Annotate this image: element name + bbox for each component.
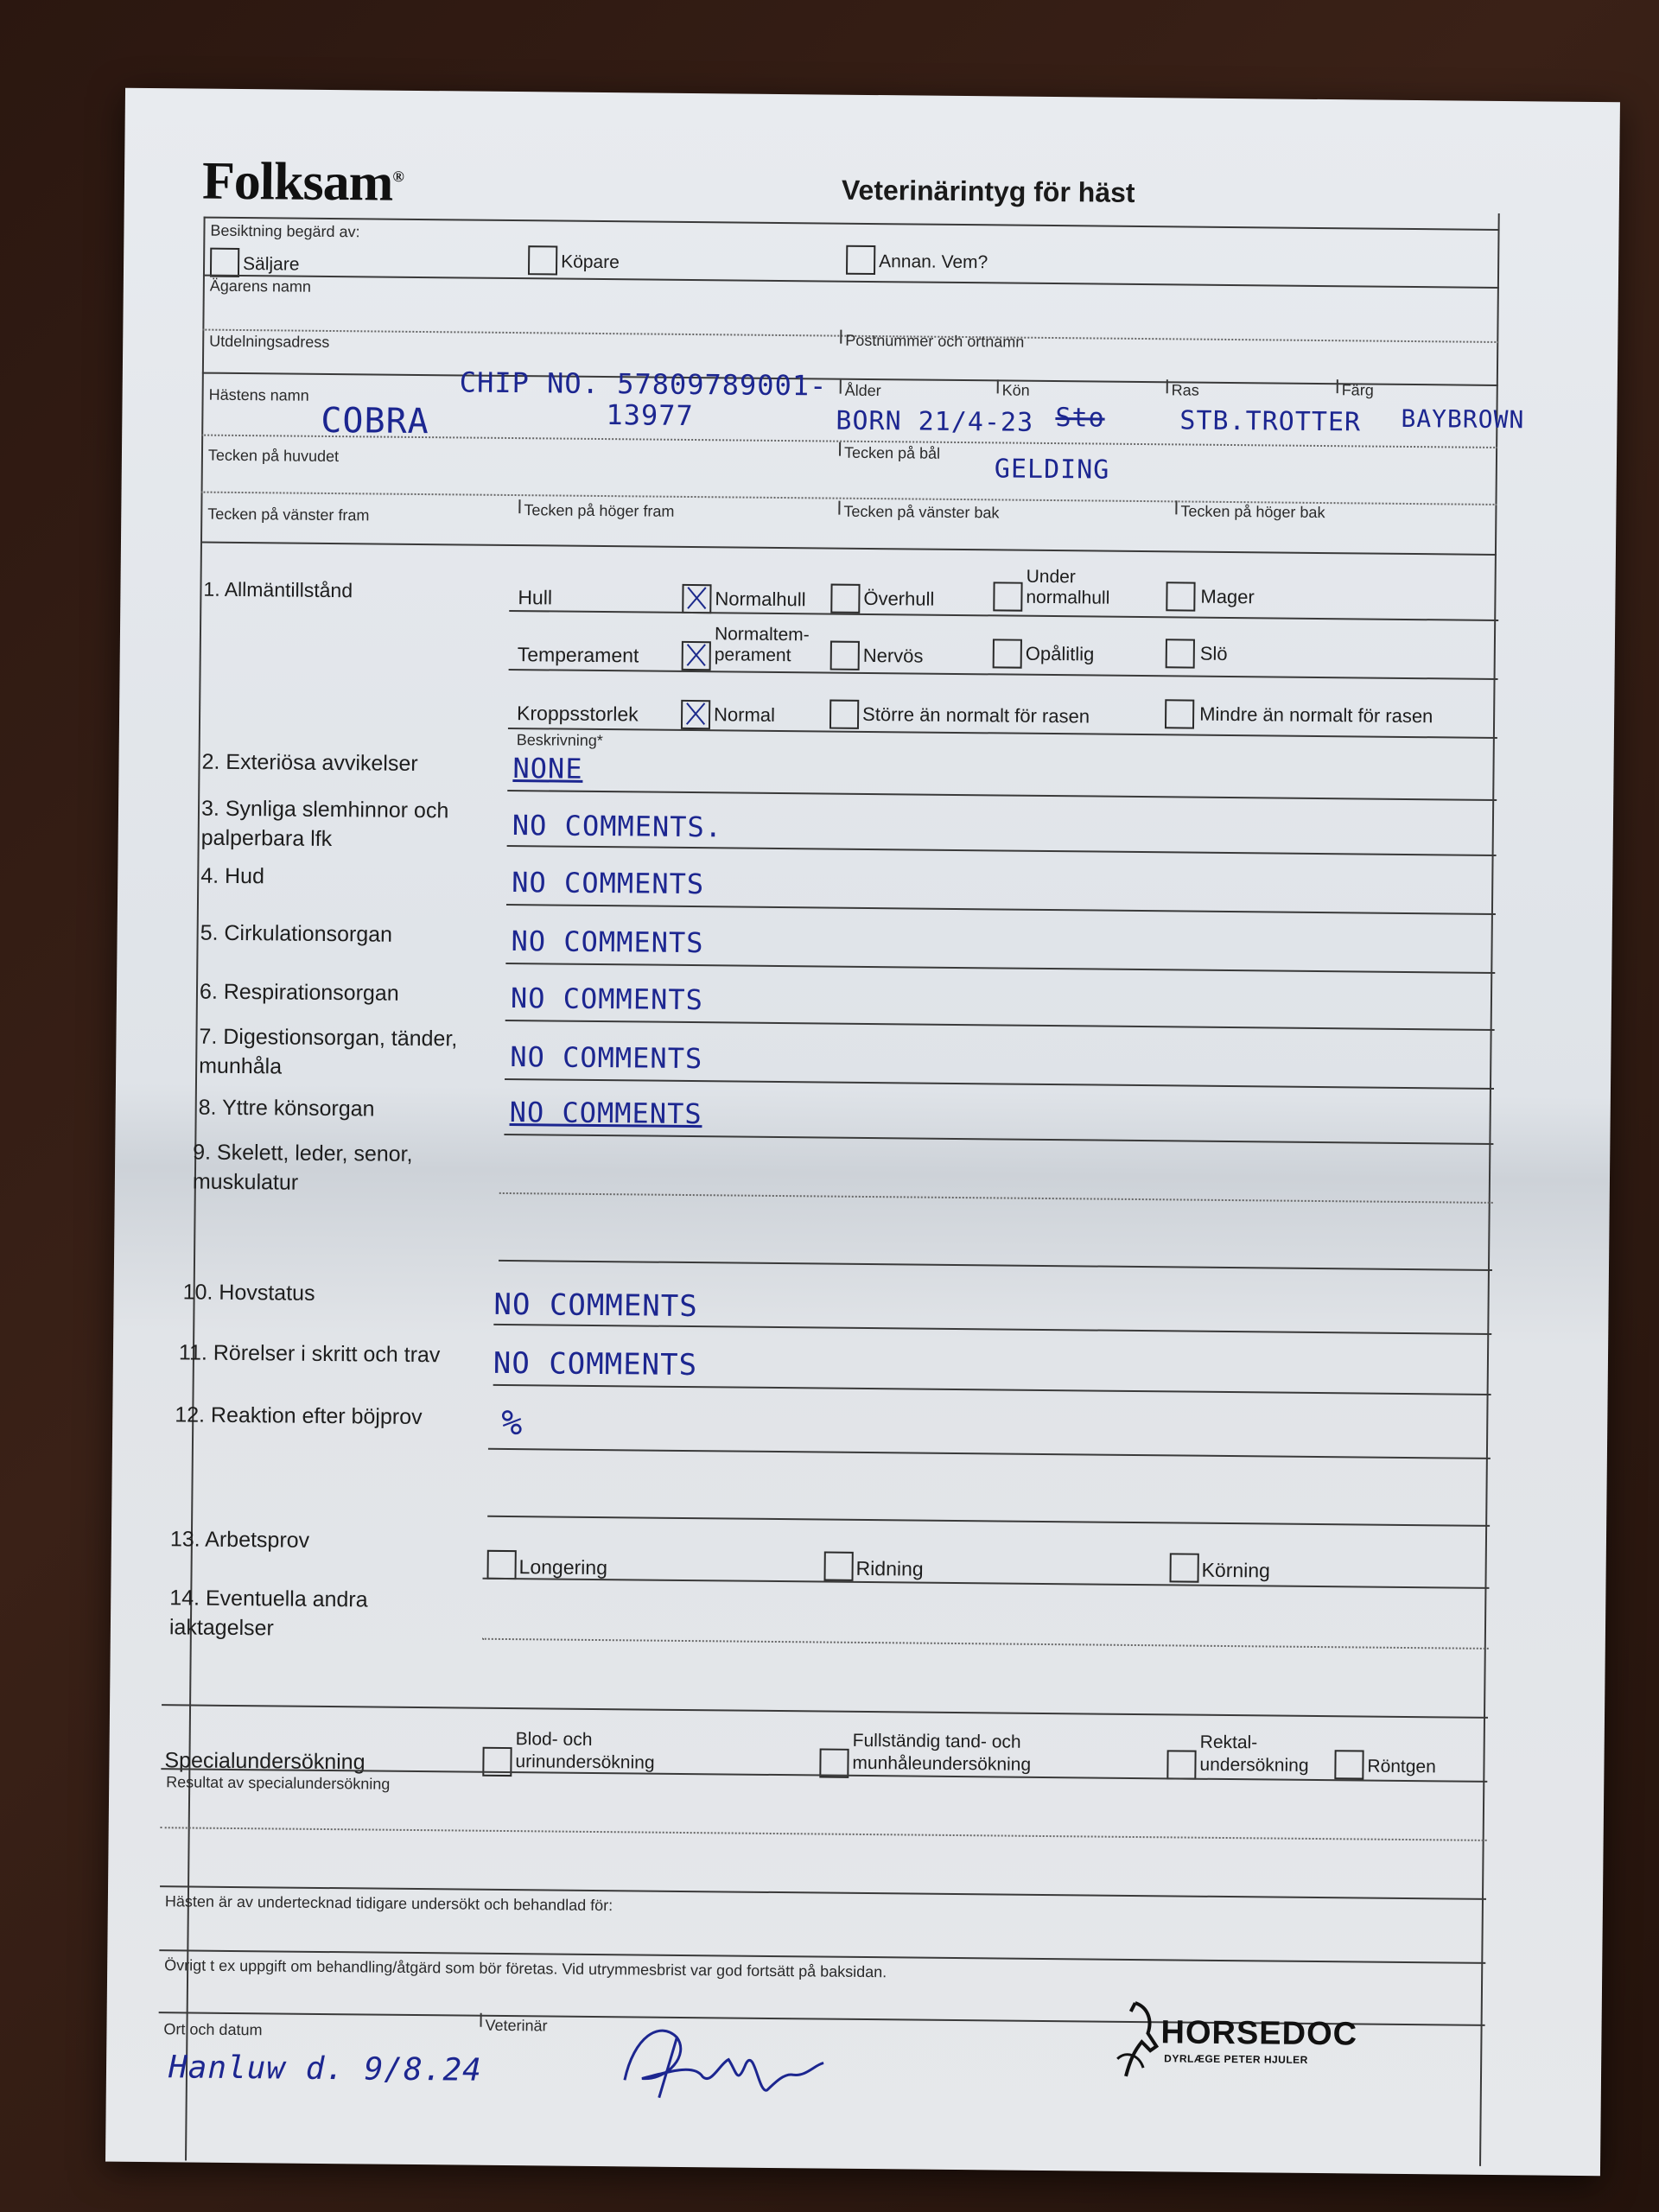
finding-5-value: NO COMMENTS: [511, 925, 704, 960]
hull-over-checkbox[interactable]: [830, 584, 860, 613]
leg-mark-vb: Tecken på vänster bak: [843, 502, 1000, 522]
riding-label: Ridning: [855, 1556, 924, 1580]
temp-unreliable-checkbox[interactable]: [993, 639, 1022, 668]
driving-checkbox[interactable]: [1169, 1553, 1198, 1582]
driving-label: Körning: [1201, 1558, 1271, 1582]
dental-label: Fullständig tand- och munhåleundersökning: [852, 1730, 1032, 1775]
riding-checkbox[interactable]: [823, 1552, 853, 1581]
temp-unreliable-label: Opålitlig: [1025, 642, 1095, 665]
finding-7-label: 7. Digestionsorgan, tänder, munhåla: [199, 1024, 458, 1079]
vet-signature: [607, 2011, 833, 2107]
leg-mark-hb: Tecken på höger bak: [1180, 502, 1325, 522]
finding-4-value: NO COMMENTS: [512, 866, 705, 901]
finding-8-value: NO COMMENTS: [509, 1096, 702, 1131]
finding-3-label: 3. Synliga slemhinnor och palperbara lfk: [200, 796, 449, 852]
other-observations-label: 14. Eventuella andra iaktagelser: [168, 1586, 368, 1641]
finding-6-label: 6. Respirationsorgan: [199, 979, 399, 1006]
color-label: Färg: [1341, 381, 1374, 399]
sex-value-crossed: Sto: [1055, 403, 1105, 434]
hull-normal-label: Normalhull: [715, 588, 806, 611]
breed-label: Ras: [1171, 381, 1199, 399]
finding-2-value: NONE: [512, 752, 583, 785]
temp-normal-checkbox[interactable]: [682, 641, 711, 671]
xray-checkbox[interactable]: [1334, 1750, 1363, 1779]
finding-9-label: 9. Skelett, leder, senor, muskulatur: [192, 1140, 413, 1195]
form-title: Veterinärintyg för häst: [841, 174, 1135, 208]
rectal-checkbox[interactable]: [1166, 1750, 1196, 1779]
finding-3-value: NO COMMENTS.: [512, 809, 723, 844]
other-checkbox[interactable]: [846, 245, 875, 275]
address-label: Utdelningsadress: [209, 332, 330, 351]
brand-name: Folksam: [201, 151, 393, 213]
finding-10-label: 10. Hovstatus: [182, 1280, 315, 1306]
breed-value: STB.TROTTER: [1179, 405, 1362, 438]
finding-8-label: 8. Yttre könsorgan: [198, 1095, 375, 1122]
brand-logo: Folksam®: [201, 151, 404, 213]
finding-11-label: 11. Rörelser i skritt och trav: [178, 1340, 441, 1368]
finding-11-value: NO COMMENTS: [493, 1345, 698, 1383]
hull-under-checkbox[interactable]: [993, 582, 1022, 611]
temp-nervous-checkbox[interactable]: [830, 641, 860, 671]
chip-line-1: CHIP NO. 57809789001-: [459, 365, 828, 403]
age-value: BORN 21/4-23: [836, 405, 1034, 438]
temperament-label: Temperament: [517, 643, 639, 667]
vet-label: Veterinär: [485, 2016, 548, 2035]
hull-under-label: Under normalhull: [1026, 566, 1110, 608]
seller-label: Säljare: [242, 254, 300, 275]
hull-normal-checkbox[interactable]: [682, 584, 711, 613]
hull-over-label: Överhull: [863, 587, 935, 610]
history-label: Hästen är av undertecknad tidigare undersökt och behandlad för:: [164, 1892, 613, 1915]
finding-12-label: 12. Reaktion efter böjprov: [175, 1402, 423, 1430]
temp-nervous-label: Nervös: [862, 644, 924, 667]
horsedoc-stamp: [1109, 1999, 1386, 2088]
owner-name-label: Ägarens namn: [209, 276, 312, 296]
temp-dull-checkbox[interactable]: [1166, 639, 1195, 668]
xray-label: Röntgen: [1367, 1756, 1436, 1777]
chip-line-2: 13977: [606, 398, 694, 433]
place-date-label: Ort och datum: [163, 2020, 263, 2039]
leg-mark-hf: Tecken på höger fram: [524, 501, 675, 520]
horse-name-label: Hästens namn: [208, 385, 309, 404]
sex-label: Kön: [1001, 381, 1030, 399]
rectal-label: Rektal- undersökning: [1199, 1732, 1309, 1776]
other-info-label: Övrigt t ex uppgift om behandling/åtgärd som bör företas. Vid utrymmesbrist var god fortsätt på baksidan.: [164, 1956, 887, 1981]
finding-10-value: NO COMMENTS: [493, 1287, 698, 1325]
special-exam-label: Specialundersökning: [164, 1748, 365, 1775]
lunging-label: Longering: [518, 1555, 608, 1580]
buyer-label: Köpare: [561, 251, 620, 273]
finding-7-value: NO COMMENTS: [510, 1040, 703, 1076]
requested-by-label: Besiktning begärd av:: [210, 221, 360, 241]
temp-normal-label: Normaltem- perament: [714, 624, 810, 666]
size-smaller-checkbox[interactable]: [1165, 699, 1194, 728]
horse-name-value: COBRA: [321, 400, 429, 442]
body-marks-label: Tecken på bål: [843, 443, 941, 462]
description-label: Beskrivning*: [516, 731, 603, 750]
bodysize-label: Kroppsstorlek: [516, 702, 639, 726]
lunging-checkbox[interactable]: [486, 1550, 516, 1580]
size-larger-checkbox[interactable]: [830, 700, 859, 729]
head-marks-label: Tecken på huvudet: [207, 446, 340, 466]
finding-12-value: %: [501, 1402, 524, 1444]
other-label: Annan. Vem?: [879, 251, 988, 273]
finding-6-value: NO COMMENTS: [510, 982, 704, 1017]
finding-4-label: 4. Hud: [200, 863, 265, 889]
temp-dull-label: Slö: [1199, 642, 1228, 664]
general-heading: 1. Allmäntillstånd: [203, 577, 353, 602]
stamp-name: HORSEDOC: [1160, 2014, 1358, 2053]
hull-lean-checkbox[interactable]: [1166, 582, 1195, 611]
hull-lean-label: Mager: [1200, 585, 1255, 608]
hull-label: Hull: [518, 586, 553, 609]
age-label: Ålder: [844, 381, 881, 400]
finding-2-label: 2. Exteriösa avvikelser: [201, 749, 418, 776]
color-value: BAYBROWN: [1401, 404, 1525, 435]
special-result-label: Resultat av specialundersökning: [166, 1773, 391, 1793]
blood-urine-label: Blod- och urinundersökning: [515, 1729, 655, 1773]
postal-label: Postnummer och ortnamn: [845, 331, 1025, 351]
buyer-checkbox[interactable]: [528, 245, 557, 275]
leg-mark-vf: Tecken på vänster fram: [207, 505, 370, 524]
size-larger-label: Större än normalt för rasen: [862, 702, 1090, 728]
seller-checkbox[interactable]: [210, 248, 239, 277]
vet-certificate-paper: [105, 88, 1620, 2176]
size-normal-label: Normal: [713, 703, 776, 726]
sex-value: GELDING: [994, 454, 1110, 486]
frame-right: [1479, 213, 1500, 2166]
finding-5-label: 5. Cirkulationsorgan: [200, 920, 393, 947]
size-normal-checkbox[interactable]: [681, 700, 710, 729]
place-date-value: Hanluw d. 9/8.24: [168, 2050, 483, 2088]
stamp-sub: DYRLÆGE PETER HJULER: [1164, 2052, 1308, 2066]
size-smaller-label: Mindre än normalt för rasen: [1199, 702, 1433, 728]
work-test-label: 13. Arbetsprov: [169, 1527, 310, 1553]
frame-top: [204, 217, 1500, 231]
